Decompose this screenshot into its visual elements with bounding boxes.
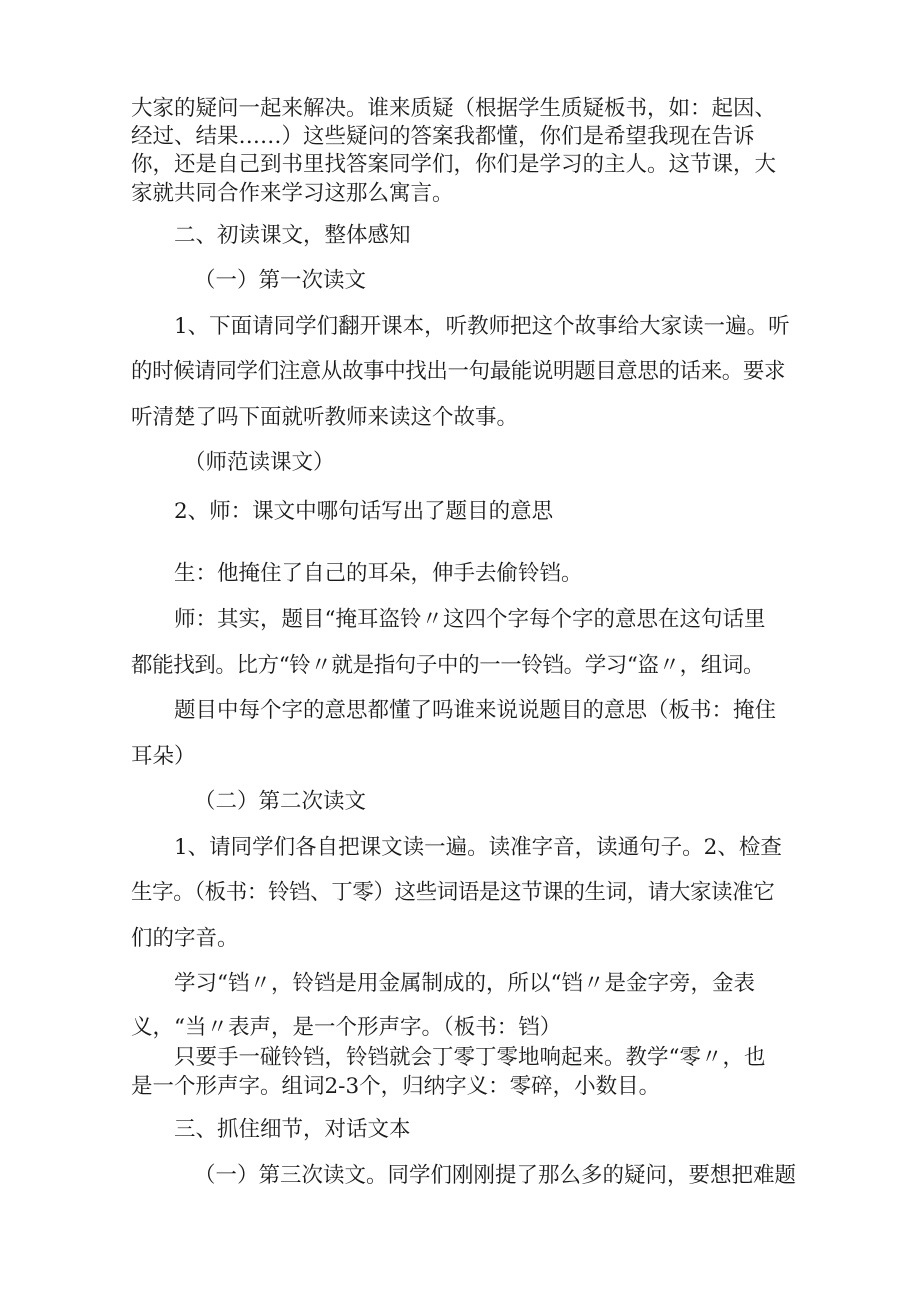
- text-line: 们的字音。: [131, 926, 239, 951]
- text-line: （一）第三次读文。同学们刚刚提了那么多的疑问，要想把难题: [194, 1163, 797, 1188]
- text-line: 2、师：课文中哪句话写出了题目的意思: [174, 499, 554, 524]
- subsection-heading: （一）第一次读文: [194, 268, 367, 293]
- text-line: （师范读课文）: [184, 450, 335, 475]
- text-line: 经过、结果……）这些疑问的答案我都懂，你们是希望我现在告诉: [131, 124, 755, 149]
- text-line: 师：其实，题目“掩耳盗铃〃这四个字每个字的意思在这句话里: [174, 607, 766, 632]
- text-line: 生字。（板书：铃铛、丁零）这些词语是这节课的生词，请大家读准它: [131, 880, 775, 905]
- text-line: 大家的疑问一起来解决。谁来质疑（根据学生质疑板书，如：起因、: [131, 96, 777, 121]
- text-line: 生：他掩住了自己的耳朵，伸手去偷铃铛。: [174, 561, 583, 586]
- text-line: 家就共同合作来学习这那么寓言。: [131, 181, 454, 206]
- section-heading: 三、抓住细节，对话文本: [174, 1117, 411, 1142]
- text-line: 的时候请同学们注意从故事中找出一句最能说明题目意思的话来。要求: [131, 359, 786, 384]
- text-line: 听清楚了吗下面就听教师来读这个故事。: [131, 405, 519, 430]
- text-line: 是一个形声字。组词2-3个，归纳字义：零碎，小数目。: [131, 1074, 661, 1099]
- text-line: 义，“当〃表声，是一个形声字。（板书：铛）: [131, 1015, 562, 1040]
- text-line: 题目中每个字的意思都懂了吗谁来说说题目的意思（板书：掩住: [174, 698, 777, 723]
- text-line: 耳朵）: [131, 744, 196, 769]
- section-heading: 二、初读课文，整体感知: [174, 223, 411, 248]
- text-line: 只要手一碰铃铛，铃铛就会丁零丁零地响起来。教学“零〃，也: [174, 1045, 766, 1070]
- text-line: 1、请同学们各自把课文读一遍。读准字音，读通句子。2、检查: [174, 835, 782, 860]
- text-line: 学习“铛〃，铃铛是用金属制成的，所以“铛〃是金字旁，金表: [174, 971, 755, 996]
- text-line: 1、下面请同学们翻开课本，听教师把这个故事给大家读一遍。听: [174, 314, 790, 339]
- text-line: 你，还是自己到书里找答案同学们，你们是学习的主人。这节课，大: [131, 152, 777, 177]
- subsection-heading: （二）第二次读文: [194, 789, 367, 814]
- text-line: 都能找到。比方“铃〃就是指句子中的一一铃铛。学习“盗〃，组词。: [131, 653, 765, 678]
